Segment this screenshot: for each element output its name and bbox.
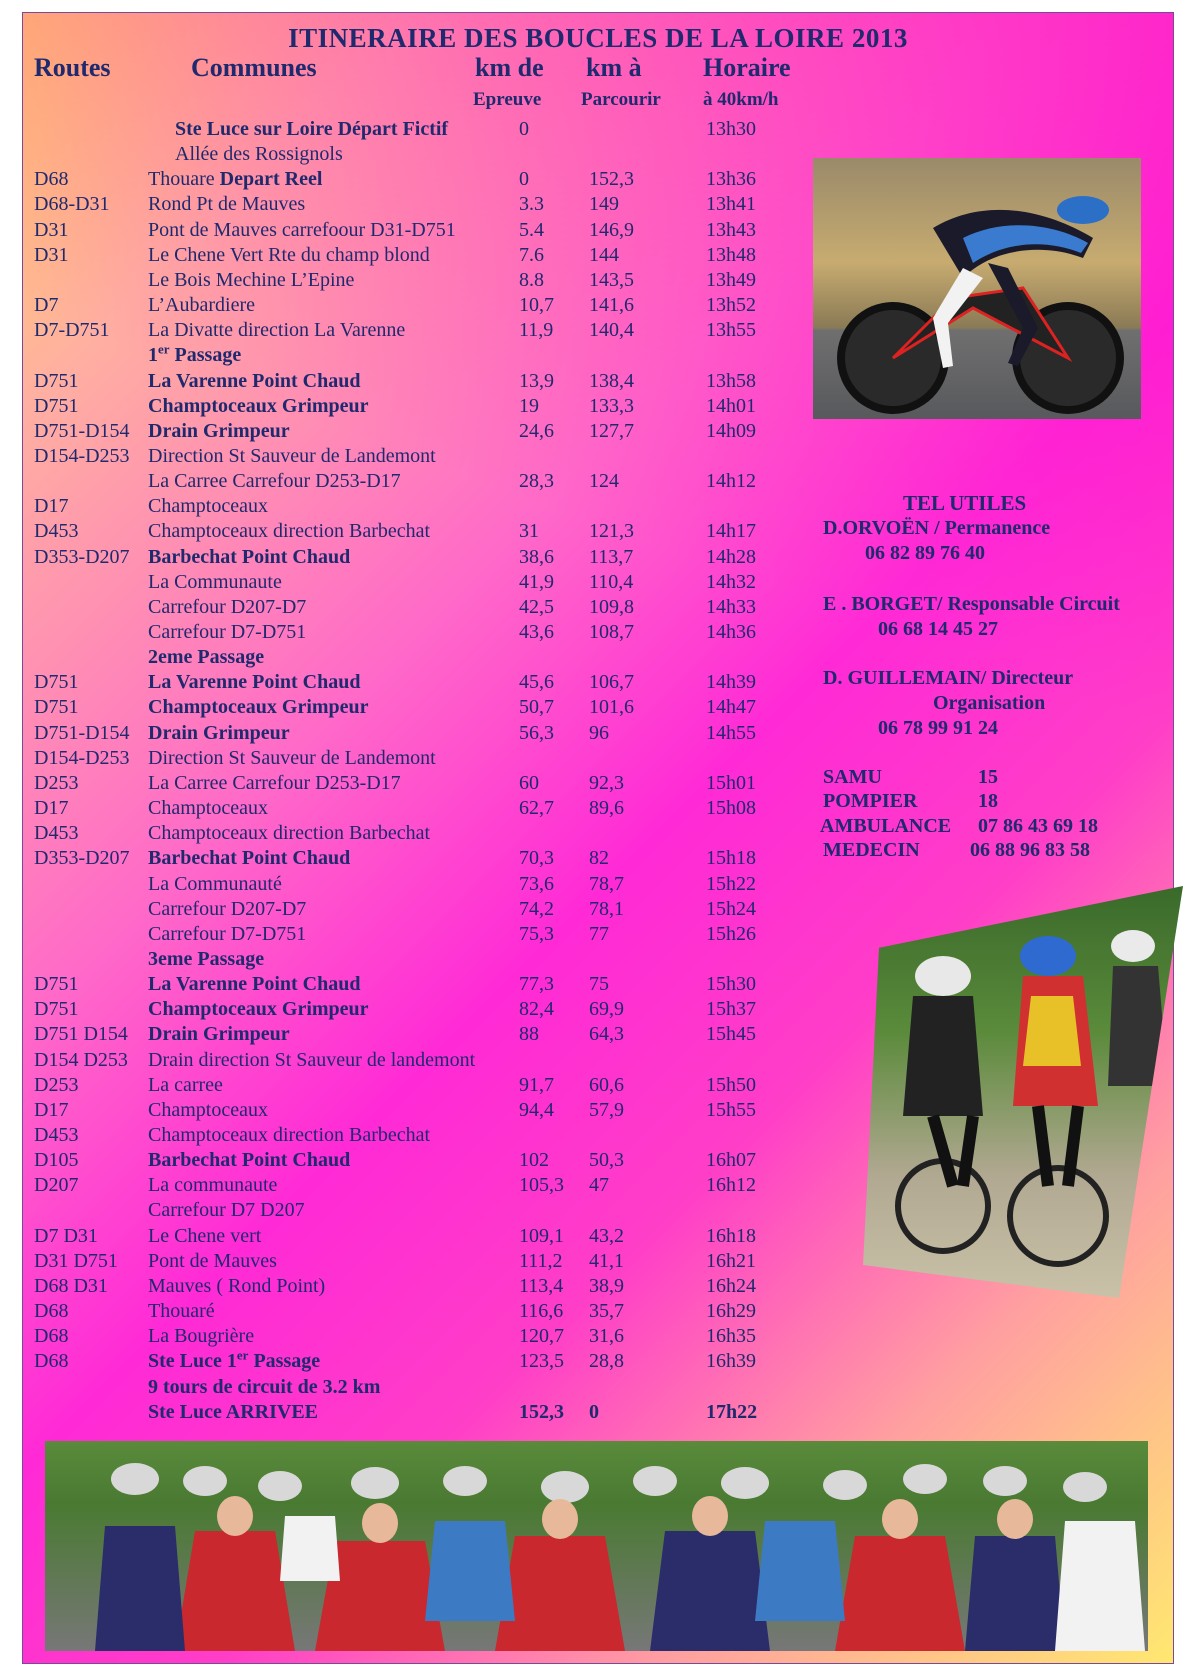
commune-cell: Champtoceaux direction Barbechat bbox=[148, 1124, 431, 1146]
km-epreuve-cell: 0 bbox=[519, 118, 529, 140]
horaire-cell: 14h39 bbox=[706, 671, 756, 694]
route-cell: D7 bbox=[34, 294, 59, 317]
commune-cell: Le Chene vert bbox=[148, 1224, 262, 1247]
km-epreuve-cell: 73,6 bbox=[519, 872, 554, 895]
km-epreuve-cell: 111,2 bbox=[519, 1249, 563, 1272]
horaire-cell: 15h26 bbox=[706, 922, 756, 945]
km-epreuve-cell: 88 bbox=[519, 1023, 539, 1046]
table-row bbox=[23, 695, 843, 720]
table-row bbox=[23, 922, 843, 947]
commune-cell: Carrefour D7-D751 bbox=[148, 922, 307, 945]
commune-cell: Carrefour D7-D751 bbox=[148, 621, 307, 643]
commune-cell bbox=[148, 167, 322, 192]
route-cell: D453 bbox=[34, 520, 79, 543]
peloton-photo bbox=[45, 1441, 1148, 1651]
table-row bbox=[23, 494, 843, 519]
commune-cell bbox=[148, 1349, 320, 1374]
km-epreuve-cell: 10,7 bbox=[519, 294, 554, 317]
km-parcourir-cell: 152,3 bbox=[589, 168, 634, 191]
horaire-cell: 13h36 bbox=[706, 168, 756, 191]
km-epreuve-cell: 62,7 bbox=[519, 797, 554, 820]
horaire-cell: 16h18 bbox=[706, 1224, 756, 1247]
km-epreuve-cell: 24,6 bbox=[519, 419, 554, 442]
table-row bbox=[23, 318, 843, 343]
table-row bbox=[23, 519, 843, 544]
km-epreuve-cell: 120,7 bbox=[519, 1325, 564, 1348]
km-epreuve-cell: 38,6 bbox=[519, 545, 554, 568]
km-epreuve-cell: 102 bbox=[519, 1149, 549, 1172]
route-cell: D751 bbox=[34, 671, 79, 694]
commune-cell: 9 tours de circuit de 3.2 km bbox=[148, 1375, 381, 1398]
route-cell: D353-D207 bbox=[34, 847, 130, 870]
route-cell: D68 bbox=[34, 1350, 69, 1373]
table-row bbox=[23, 1324, 843, 1349]
table-row bbox=[23, 167, 843, 192]
table-row bbox=[23, 1098, 843, 1123]
table-row bbox=[23, 1198, 843, 1223]
km-parcourir-cell: 108,7 bbox=[589, 621, 634, 643]
horaire-cell: 16h24 bbox=[706, 1274, 756, 1297]
route-cell: D68 bbox=[34, 1300, 69, 1323]
table-row bbox=[23, 268, 843, 293]
route-cell: D154-D253 bbox=[34, 444, 130, 467]
km-epreuve-cell: 43,6 bbox=[519, 621, 554, 643]
table-row bbox=[23, 218, 843, 243]
header-horaire: Horaire bbox=[703, 53, 791, 82]
commune-cell: La Bougrière bbox=[148, 1325, 255, 1348]
km-parcourir-cell: 77 bbox=[589, 922, 609, 945]
horaire-cell: 16h07 bbox=[706, 1149, 756, 1172]
route-cell: D253 bbox=[34, 771, 79, 794]
contact-3-phone: 06 78 99 91 24 bbox=[878, 717, 998, 739]
km-parcourir-cell: 35,7 bbox=[589, 1300, 624, 1323]
route-cell: D353-D207 bbox=[34, 545, 130, 568]
km-epreuve-cell: 3.3 bbox=[519, 193, 544, 216]
commune-cell: Barbechat Point Chaud bbox=[148, 847, 351, 870]
km-parcourir-cell: 28,8 bbox=[589, 1350, 624, 1373]
commune-cell: La Carree Carrefour D253-D17 bbox=[148, 470, 401, 493]
horaire-cell: 15h08 bbox=[706, 797, 756, 820]
header-km-de: km de bbox=[475, 53, 544, 82]
commune-cell: Champtoceaux direction Barbechat bbox=[148, 822, 431, 845]
km-parcourir-cell: 110,4 bbox=[589, 570, 634, 593]
table-row bbox=[23, 1299, 843, 1324]
horaire-cell: 15h22 bbox=[706, 872, 756, 895]
horaire-cell: 16h35 bbox=[706, 1325, 756, 1348]
table-row bbox=[23, 721, 843, 746]
km-parcourir-cell: 109,8 bbox=[589, 595, 634, 618]
commune-text: 1 bbox=[148, 344, 158, 367]
commune-cell: Le Chene Vert Rte du champ blond bbox=[148, 243, 430, 266]
commune-cell: Barbechat Point Chaud bbox=[148, 1149, 351, 1172]
contact-2-phone: 06 68 14 45 27 bbox=[878, 618, 998, 640]
commune-cell: Drain Grimpeur bbox=[148, 419, 290, 442]
km-epreuve-cell: 50,7 bbox=[519, 696, 554, 719]
route-cell: D154 D253 bbox=[34, 1048, 128, 1071]
table-row bbox=[23, 1148, 843, 1173]
route-cell: D253 bbox=[34, 1073, 79, 1096]
route-cell: D453 bbox=[34, 1124, 79, 1146]
contact-1-phone: 06 82 89 76 40 bbox=[865, 542, 985, 564]
commune-cell: Champtoceaux bbox=[148, 797, 268, 820]
km-parcourir-cell: 92,3 bbox=[589, 771, 624, 794]
horaire-cell: 15h50 bbox=[706, 1073, 756, 1096]
horaire-cell: 16h29 bbox=[706, 1300, 756, 1323]
horaire-cell: 15h01 bbox=[706, 771, 756, 794]
km-epreuve-cell: 41,9 bbox=[519, 570, 554, 593]
table-row bbox=[23, 872, 843, 897]
contact-1-name: D.ORVOËN / Permanence bbox=[823, 517, 1051, 539]
commune-cell: Pont de Mauves bbox=[148, 1249, 277, 1272]
km-parcourir-cell: 140,4 bbox=[589, 319, 634, 342]
table-row bbox=[23, 846, 843, 871]
horaire-cell: 15h24 bbox=[706, 897, 756, 920]
commune-cell: La Carree Carrefour D253-D17 bbox=[148, 771, 401, 794]
km-epreuve-cell: 109,1 bbox=[519, 1224, 564, 1247]
route-cell: D68 bbox=[34, 1325, 69, 1348]
table-row bbox=[23, 1349, 843, 1374]
km-epreuve-cell: 82,4 bbox=[519, 998, 554, 1021]
contact-3-name: D. GUILLEMAIN/ Directeur bbox=[823, 667, 1074, 689]
pompier-label: POMPIER bbox=[823, 790, 918, 812]
km-parcourir-cell: 141,6 bbox=[589, 294, 634, 317]
km-parcourir-cell: 96 bbox=[589, 721, 609, 744]
km-epreuve-cell: 28,3 bbox=[519, 470, 554, 493]
table-row bbox=[23, 821, 843, 846]
commune-cell: Carrefour D207-D7 bbox=[148, 897, 307, 920]
horaire-cell: 13h43 bbox=[706, 218, 756, 241]
table-row bbox=[23, 1048, 843, 1073]
km-parcourir-cell: 75 bbox=[589, 973, 609, 996]
header-routes: Routes bbox=[34, 53, 111, 82]
table-row bbox=[23, 947, 843, 972]
table-row bbox=[23, 243, 843, 268]
km-parcourir-cell: 101,6 bbox=[589, 696, 634, 719]
route-cell: D17 bbox=[34, 797, 69, 820]
commune-cell: La Varenne Point Chaud bbox=[148, 671, 361, 694]
commune-cell: La Communaute bbox=[148, 570, 282, 593]
horaire-cell: 15h37 bbox=[706, 998, 756, 1021]
route-cell: D751-D154 bbox=[34, 721, 130, 744]
route-cell: D7-D751 bbox=[34, 319, 110, 342]
commune-cell: 2eme Passage bbox=[148, 646, 265, 669]
km-parcourir-cell: 113,7 bbox=[589, 545, 634, 568]
km-epreuve-cell: 42,5 bbox=[519, 595, 554, 618]
route-sheet bbox=[22, 12, 1174, 1664]
commune-cell: Champtoceaux bbox=[148, 1098, 268, 1121]
ordinal-suffix: er bbox=[158, 341, 170, 357]
horaire-cell: 15h30 bbox=[706, 973, 756, 996]
header-parcourir: Parcourir bbox=[581, 89, 661, 110]
commune-cell: Drain Grimpeur bbox=[148, 1023, 290, 1046]
tel-title: TEL UTILES bbox=[903, 491, 1027, 515]
commune-text: Thouare bbox=[148, 168, 215, 191]
table-row bbox=[23, 1173, 843, 1198]
commune-cell: Carrefour D7 D207 bbox=[148, 1199, 305, 1222]
route-cell: D751 bbox=[34, 696, 79, 719]
km-parcourir-cell: 60,6 bbox=[589, 1073, 624, 1096]
km-parcourir-cell: 82 bbox=[589, 847, 609, 870]
commune-cell: La carree bbox=[148, 1073, 223, 1096]
table-row bbox=[23, 545, 843, 570]
table-row bbox=[23, 771, 843, 796]
table-row bbox=[23, 343, 843, 368]
commune-cell: Direction St Sauveur de Landemont bbox=[148, 444, 436, 467]
commune-cell: La Varenne Point Chaud bbox=[148, 369, 361, 392]
km-epreuve-cell: 113,4 bbox=[519, 1274, 564, 1297]
table-row bbox=[23, 1123, 843, 1148]
km-epreuve-cell: 45,6 bbox=[519, 671, 554, 694]
commune-cell: Le Bois Mechine L’Epine bbox=[148, 268, 355, 291]
commune-cell: Ste Luce ARRIVEE bbox=[148, 1400, 319, 1423]
header-km-a: km à bbox=[586, 53, 642, 82]
contact-3-name-2: Organisation bbox=[933, 692, 1046, 714]
header-communes: Communes bbox=[191, 53, 317, 82]
table-row bbox=[23, 469, 843, 494]
samu-label: SAMU bbox=[823, 766, 882, 788]
route-cell: D154-D253 bbox=[34, 746, 130, 769]
commune-cell: Champtoceaux Grimpeur bbox=[148, 998, 369, 1021]
commune-cell: La Communauté bbox=[148, 872, 282, 895]
route-cell: D68 bbox=[34, 168, 69, 191]
horaire-cell: 14h32 bbox=[706, 570, 756, 593]
medecin-label: MEDECIN bbox=[823, 839, 920, 861]
horaire-cell: 14h28 bbox=[706, 545, 756, 568]
commune-cell: L’Aubardiere bbox=[148, 294, 255, 317]
table-row bbox=[23, 1400, 843, 1425]
table-row bbox=[23, 897, 843, 922]
contact-2-name: E . BORGET/ Responsable Circuit bbox=[823, 593, 1120, 615]
table-row bbox=[23, 620, 843, 645]
km-epreuve-cell: 77,3 bbox=[519, 973, 554, 996]
table-row bbox=[23, 746, 843, 771]
table-row bbox=[23, 1073, 843, 1098]
km-parcourir-cell: 146,9 bbox=[589, 218, 634, 241]
route-cell: D751 D154 bbox=[34, 1023, 128, 1046]
table-row bbox=[23, 796, 843, 821]
table-row bbox=[23, 570, 843, 595]
route-cell: D31 bbox=[34, 218, 69, 241]
km-epreuve-cell: 0 bbox=[519, 168, 529, 191]
km-parcourir-cell: 78,1 bbox=[589, 897, 624, 920]
km-epreuve-cell: 7.6 bbox=[519, 243, 544, 266]
commune-cell: Mauves ( Rond Point) bbox=[148, 1274, 326, 1297]
km-epreuve-cell: 60 bbox=[519, 771, 539, 794]
route-cell: D31 bbox=[34, 243, 69, 266]
time-trial-photo bbox=[813, 158, 1141, 419]
km-parcourir-cell: 124 bbox=[589, 470, 619, 493]
commune-cell: Pont de Mauves carrefoour D31-D751 bbox=[148, 218, 456, 241]
km-parcourir-cell: 43,2 bbox=[589, 1224, 624, 1247]
km-epreuve-cell: 152,3 bbox=[519, 1400, 564, 1423]
commune-emphasis: Depart Reel bbox=[219, 168, 323, 191]
horaire-cell: 16h39 bbox=[706, 1350, 756, 1373]
km-epreuve-cell: 11,9 bbox=[519, 319, 554, 342]
km-parcourir-cell: 149 bbox=[589, 193, 619, 216]
km-epreuve-cell: 56,3 bbox=[519, 721, 554, 744]
pompier-number: 18 bbox=[978, 790, 998, 812]
km-parcourir-cell: 106,7 bbox=[589, 671, 634, 694]
km-epreuve-cell: 5.4 bbox=[519, 218, 544, 241]
route-cell: D31 D751 bbox=[34, 1249, 118, 1272]
km-epreuve-cell: 116,6 bbox=[519, 1300, 564, 1323]
ordinal-suffix: er bbox=[236, 1347, 249, 1363]
table-row bbox=[23, 1022, 843, 1047]
route-cell: D17 bbox=[34, 495, 69, 518]
table-row bbox=[23, 293, 843, 318]
km-parcourir-cell: 89,6 bbox=[589, 797, 624, 820]
km-epreuve-cell: 19 bbox=[519, 394, 539, 417]
table-row bbox=[23, 1375, 843, 1400]
route-cell: D751 bbox=[34, 369, 79, 392]
km-parcourir-cell: 138,4 bbox=[589, 369, 634, 392]
table-row bbox=[23, 394, 843, 419]
horaire-cell: 14h36 bbox=[706, 621, 756, 643]
commune-cell: Direction St Sauveur de Landemont bbox=[148, 746, 436, 769]
commune-cell: Champtoceaux bbox=[148, 495, 268, 518]
table-row bbox=[23, 419, 843, 444]
horaire-cell: 14h12 bbox=[706, 470, 756, 493]
horaire-cell: 14h55 bbox=[706, 721, 756, 744]
horaire-cell: 15h45 bbox=[706, 1023, 756, 1046]
km-parcourir-cell: 57,9 bbox=[589, 1098, 624, 1121]
horaire-cell: 13h30 bbox=[706, 118, 756, 140]
km-epreuve-cell: 75,3 bbox=[519, 922, 554, 945]
horaire-cell: 14h47 bbox=[706, 696, 756, 719]
km-parcourir-cell: 50,3 bbox=[589, 1149, 624, 1172]
commune-cell: Thouaré bbox=[148, 1300, 215, 1323]
horaire-cell: 15h55 bbox=[706, 1098, 756, 1121]
header-epreuve: Epreuve bbox=[473, 89, 542, 110]
ambulance-number: 07 86 43 69 18 bbox=[978, 815, 1098, 837]
horaire-cell: 14h01 bbox=[706, 394, 756, 417]
commune-cell: La Divatte direction La Varenne bbox=[148, 319, 406, 342]
horaire-cell: 14h17 bbox=[706, 520, 756, 543]
table-row bbox=[23, 192, 843, 217]
km-parcourir-cell: 133,3 bbox=[589, 394, 634, 417]
km-epreuve-cell: 74,2 bbox=[519, 897, 554, 920]
commune-cell: Rond Pt de Mauves bbox=[148, 193, 306, 216]
km-epreuve-cell: 13,9 bbox=[519, 369, 554, 392]
km-parcourir-cell: 38,9 bbox=[589, 1274, 624, 1297]
horaire-cell: 16h12 bbox=[706, 1174, 756, 1197]
km-parcourir-cell: 47 bbox=[589, 1174, 609, 1197]
table-row bbox=[23, 444, 843, 469]
table-row bbox=[23, 645, 843, 670]
commune-text: Ste Luce 1 bbox=[148, 1350, 237, 1373]
commune-cell: Carrefour D207-D7 bbox=[148, 595, 307, 618]
km-epreuve-cell: 91,7 bbox=[519, 1073, 554, 1096]
page-title: ITINERAIRE DES BOUCLES DE LA LOIRE 2013 bbox=[288, 23, 908, 53]
table-row bbox=[23, 1249, 843, 1274]
commune-cell: 3eme Passage bbox=[148, 947, 265, 970]
commune-cell: Champtoceaux direction Barbechat bbox=[148, 520, 431, 543]
medecin-number: 06 88 96 83 58 bbox=[970, 839, 1090, 861]
commune-cell: Allée des Rossignols bbox=[175, 143, 343, 166]
commune-cell: Champtoceaux Grimpeur bbox=[148, 696, 369, 719]
horaire-cell: 13h49 bbox=[706, 268, 756, 291]
table-row bbox=[23, 369, 843, 394]
table-row bbox=[23, 1224, 843, 1249]
horaire-cell: 13h41 bbox=[706, 193, 756, 216]
km-parcourir-cell: 78,7 bbox=[589, 872, 624, 895]
commune-text: Passage bbox=[169, 344, 242, 367]
table-row bbox=[23, 670, 843, 695]
km-parcourir-cell: 69,9 bbox=[589, 998, 624, 1021]
km-epreuve-cell: 70,3 bbox=[519, 847, 554, 870]
horaire-cell: 15h18 bbox=[706, 847, 756, 870]
commune-cell: Champtoceaux Grimpeur bbox=[148, 394, 369, 417]
route-cell: D751 bbox=[34, 973, 79, 996]
horaire-cell: 16h21 bbox=[706, 1249, 756, 1272]
km-epreuve-cell: 94,4 bbox=[519, 1098, 554, 1121]
horaire-cell: 14h09 bbox=[706, 419, 756, 442]
table-row bbox=[23, 972, 843, 997]
commune-cell: Ste Luce sur Loire Départ Fictif bbox=[175, 118, 449, 140]
km-parcourir-cell: 31,6 bbox=[589, 1325, 624, 1348]
km-parcourir-cell: 41,1 bbox=[589, 1249, 624, 1272]
table-row bbox=[23, 595, 843, 620]
km-parcourir-cell: 143,5 bbox=[589, 268, 634, 291]
horaire-cell: 13h58 bbox=[706, 369, 756, 392]
commune-cell bbox=[148, 343, 241, 368]
route-cell: D68 D31 bbox=[34, 1274, 108, 1297]
samu-number: 15 bbox=[978, 766, 998, 788]
route-cell: D105 bbox=[34, 1149, 79, 1172]
km-epreuve-cell: 123,5 bbox=[519, 1350, 564, 1373]
horaire-cell: 13h55 bbox=[706, 319, 756, 342]
commune-text: Passage bbox=[248, 1350, 321, 1373]
commune-cell: La Varenne Point Chaud bbox=[148, 973, 361, 996]
route-cell: D7 D31 bbox=[34, 1224, 98, 1247]
km-parcourir-cell: 64,3 bbox=[589, 1023, 624, 1046]
route-cell: D17 bbox=[34, 1098, 69, 1121]
km-parcourir-cell: 121,3 bbox=[589, 520, 634, 543]
horaire-cell: 17h22 bbox=[706, 1400, 758, 1423]
km-parcourir-cell: 127,7 bbox=[589, 419, 634, 442]
horaire-cell: 13h52 bbox=[706, 294, 756, 317]
header-a40: à 40km/h bbox=[703, 89, 779, 110]
route-cell: D751 bbox=[34, 998, 79, 1021]
table-row bbox=[23, 142, 843, 167]
riders-photo bbox=[863, 886, 1183, 1298]
route-cell: D453 bbox=[34, 822, 79, 845]
route-cell: D751 bbox=[34, 394, 79, 417]
route-cell: D68-D31 bbox=[34, 193, 110, 216]
horaire-cell: 13h48 bbox=[706, 243, 756, 266]
route-cell: D751-D154 bbox=[34, 419, 130, 442]
km-epreuve-cell: 8.8 bbox=[519, 268, 544, 291]
table-row bbox=[23, 117, 843, 142]
commune-cell: Drain Grimpeur bbox=[148, 721, 290, 744]
ambulance-label: AMBULANCE bbox=[820, 815, 952, 837]
km-epreuve-cell: 31 bbox=[519, 520, 539, 543]
table-row bbox=[23, 1274, 843, 1299]
commune-cell: Drain direction St Sauveur de landemont bbox=[148, 1048, 476, 1071]
km-epreuve-cell: 105,3 bbox=[519, 1174, 564, 1197]
km-parcourir-cell: 0 bbox=[589, 1400, 599, 1423]
commune-cell: Barbechat Point Chaud bbox=[148, 545, 351, 568]
horaire-cell: 14h33 bbox=[706, 595, 756, 618]
commune-cell: La communaute bbox=[148, 1174, 278, 1197]
table-row bbox=[23, 997, 843, 1022]
km-parcourir-cell: 144 bbox=[589, 243, 619, 266]
route-cell: D207 bbox=[34, 1174, 79, 1197]
